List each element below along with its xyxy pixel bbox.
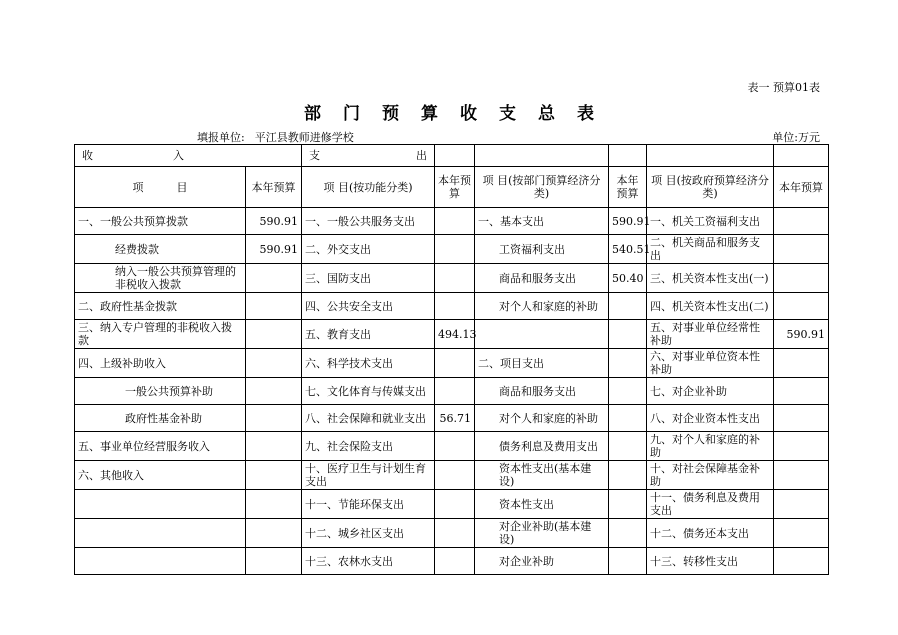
col-func-header: 项 目(按功能分类) [302, 167, 435, 208]
gov-value: 590.91 [774, 320, 829, 349]
income-value [246, 461, 302, 490]
func-item: 八、社会保障和就业支出 [302, 405, 435, 432]
dept-item: 商品和服务支出 [475, 378, 609, 405]
func-value [435, 548, 475, 575]
func-item: 十二、城乡社区支出 [302, 519, 435, 548]
func-value: 56.71 [435, 405, 475, 432]
income-item: 经费拨款 [75, 235, 246, 264]
gov-item: 七、对企业补助 [647, 378, 774, 405]
table-row [75, 432, 829, 461]
gov-value [774, 519, 829, 548]
gov-item: 五、对事业单位经常性补助 [647, 320, 774, 349]
gov-item: 九、对个人和家庭的补助 [647, 432, 774, 461]
expense-header-2: 出 [416, 149, 427, 162]
income-value [246, 264, 302, 293]
income-item: 一般公共预算补助 [75, 378, 246, 405]
gov-item: 十、对社会保障基金补助 [647, 461, 774, 490]
page-title: 部门预算收支总表 [304, 104, 616, 124]
dept-item: 资本性支出 [475, 490, 609, 519]
header-row-1 [75, 145, 829, 167]
income-item: 政府性基金补助 [75, 405, 246, 432]
table-row [75, 378, 829, 405]
income-item [75, 490, 246, 519]
income-item: 六、其他收入 [75, 461, 246, 490]
func-value [435, 378, 475, 405]
func-item: 十三、农林水支出 [302, 548, 435, 575]
income-value [246, 349, 302, 378]
dept-value [609, 405, 647, 432]
currency-unit: 单位:万元 [772, 131, 820, 144]
income-item [75, 548, 246, 575]
gov-item: 一、机关工资福利支出 [647, 208, 774, 235]
dept-value [609, 378, 647, 405]
income-value [246, 378, 302, 405]
func-item: 六、科学技术支出 [302, 349, 435, 378]
dept-item [475, 320, 609, 349]
dept-value [609, 432, 647, 461]
expense-header-1: 支 [309, 149, 320, 162]
func-value: 494.13 [435, 320, 475, 349]
table-row [75, 349, 829, 378]
income-item [75, 519, 246, 548]
gov-item: 二、机关商品和服务支出 [647, 235, 774, 264]
dept-value [609, 519, 647, 548]
func-value [435, 519, 475, 548]
dept-item: 一、基本支出 [475, 208, 609, 235]
func-value [435, 461, 475, 490]
dept-value [609, 293, 647, 320]
func-item: 三、国防支出 [302, 264, 435, 293]
dept-item: 对企业补助 [475, 548, 609, 575]
gov-value [774, 378, 829, 405]
func-item: 十、医疗卫生与计划生育支出 [302, 461, 435, 490]
gov-value [774, 432, 829, 461]
func-item: 十一、节能环保支出 [302, 490, 435, 519]
income-value: 590.91 [246, 235, 302, 264]
dept-value [609, 548, 647, 575]
reporting-unit-label: 填报单位: [197, 131, 245, 144]
gov-value [774, 293, 829, 320]
table-row [75, 208, 829, 235]
table-row [75, 405, 829, 432]
dept-value [609, 461, 647, 490]
func-value [435, 235, 475, 264]
func-value [435, 349, 475, 378]
table-row [75, 293, 829, 320]
income-header-1: 收 [82, 149, 93, 162]
dept-item: 二、项目支出 [475, 349, 609, 378]
dept-item: 资本性支出(基本建设) [475, 461, 609, 490]
table-row [75, 548, 829, 575]
gov-item: 十一、债务利息及费用支出 [647, 490, 774, 519]
dept-value: 540.51 [609, 235, 647, 264]
func-value [435, 293, 475, 320]
header-row-2 [75, 167, 829, 208]
income-item: 纳入一般公共预算管理的非税收入拨款 [75, 264, 246, 293]
income-value [246, 320, 302, 349]
func-value [435, 208, 475, 235]
income-value [246, 432, 302, 461]
table-row [75, 235, 829, 264]
gov-item: 十二、债务还本支出 [647, 519, 774, 548]
gov-item: 八、对企业资本性支出 [647, 405, 774, 432]
gov-item: 六、对事业单位资本性补助 [647, 349, 774, 378]
reporting-unit-name: 平江县教师进修学校 [254, 131, 354, 144]
income-item: 五、事业单位经营服务收入 [75, 432, 246, 461]
gov-value [774, 208, 829, 235]
col-budget-header: 本年预算 [246, 167, 302, 208]
gov-value [774, 461, 829, 490]
dept-item: 债务利息及费用支出 [475, 432, 609, 461]
income-header [75, 145, 302, 167]
income-value [246, 548, 302, 575]
income-value [246, 490, 302, 519]
table-row [75, 461, 829, 490]
income-value [246, 405, 302, 432]
col-budget4-header: 本年预算 [774, 167, 829, 208]
func-value [435, 264, 475, 293]
income-item: 二、政府性基金拨款 [75, 293, 246, 320]
expense-header [302, 145, 435, 167]
gov-value [774, 405, 829, 432]
gov-value [774, 235, 829, 264]
dept-value [609, 349, 647, 378]
reporting-unit [197, 129, 364, 145]
dept-item: 对个人和家庭的补助 [475, 293, 609, 320]
func-value [435, 490, 475, 519]
gov-value [774, 548, 829, 575]
header-blank [609, 145, 647, 167]
dept-value: 50.40 [609, 264, 647, 293]
col-budget3-header: 本年预算 [609, 167, 647, 208]
dept-item: 对企业补助(基本建设) [475, 519, 609, 548]
gov-item: 三、机关资本性支出(一) [647, 264, 774, 293]
income-item: 四、上级补助收入 [75, 349, 246, 378]
dept-item: 对个人和家庭的补助 [475, 405, 609, 432]
col-item-header: 项 目 [75, 167, 246, 208]
dept-value: 590.91 [609, 208, 647, 235]
func-item: 二、外交支出 [302, 235, 435, 264]
func-item: 四、公共安全支出 [302, 293, 435, 320]
col-gov-header: 项 目(按政府预算经济分类) [647, 167, 774, 208]
col-budget2-header: 本年预算 [435, 167, 475, 208]
gov-value [774, 349, 829, 378]
dept-value [609, 490, 647, 519]
income-value: 590.91 [246, 208, 302, 235]
budget-table [74, 144, 829, 575]
income-header-2: 入 [173, 149, 184, 162]
func-item: 九、社会保险支出 [302, 432, 435, 461]
func-item: 七、文化体育与传媒支出 [302, 378, 435, 405]
gov-item: 四、机关资本性支出(二) [647, 293, 774, 320]
func-value [435, 432, 475, 461]
gov-value [774, 264, 829, 293]
table-row [75, 490, 829, 519]
dept-value [609, 320, 647, 349]
income-item: 一、一般公共预算拨款 [75, 208, 246, 235]
table-body [75, 208, 829, 575]
table-row [75, 320, 829, 349]
func-item: 一、一般公共服务支出 [302, 208, 435, 235]
header-blank [435, 145, 475, 167]
col-dept-header: 项 目(按部门预算经济分类) [475, 167, 609, 208]
header-blank [475, 145, 609, 167]
gov-item: 十三、转移性支出 [647, 548, 774, 575]
table-row [75, 519, 829, 548]
dept-item: 工资福利支出 [475, 235, 609, 264]
table-row [75, 264, 829, 293]
income-value [246, 293, 302, 320]
header-blank [647, 145, 774, 167]
func-item: 五、教育支出 [302, 320, 435, 349]
income-item: 三、纳入专户管理的非税收入拨款 [75, 320, 246, 349]
table-tag: 表一 预算01表 [747, 81, 820, 94]
dept-item: 商品和服务支出 [475, 264, 609, 293]
income-value [246, 519, 302, 548]
gov-value [774, 490, 829, 519]
header-blank [774, 145, 829, 167]
